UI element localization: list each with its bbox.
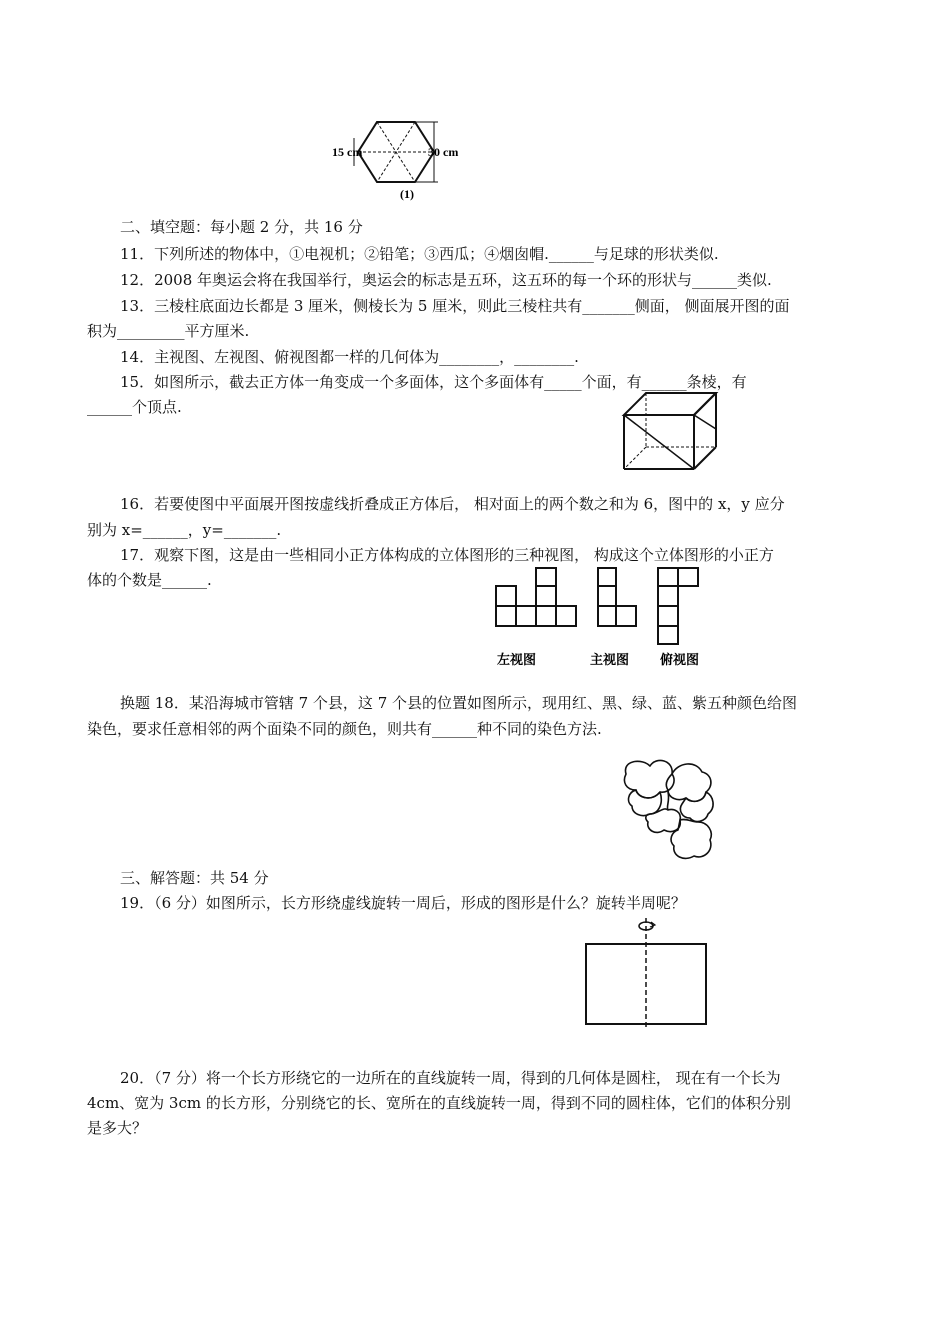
question-19: 19．（6 分）如图所示，长方形绕虚线旋转一周后，形成的图形是什么？旋转半周呢？ [120, 894, 686, 912]
question-20-line-2: 4cm、宽为 3cm 的长方形，分别绕它的长、宽所在的直线旋转一周，得到不同的圆柱体，它们的体积分别 [87, 1094, 791, 1112]
fig1-label-right: 30 cm [428, 145, 459, 159]
question-16-line-2: 别为 x=______，y=_______. [87, 521, 282, 539]
section-3-heading: 三、解答题：共 54 分 [120, 869, 269, 887]
question-12: 12．2008 年奥运会将在我国举行，奥运会的标志是五环，这五环的每一个环的形状与______类似. [120, 271, 772, 289]
question-20-line-1: 20．（7 分）将一个长方形绕它的一边所在的直线旋转一周，得到的几何体是圆柱， 现在有一个长为 [120, 1069, 781, 1087]
three-views-figure [492, 564, 722, 672]
fig1-label-left: 15 cm [332, 145, 363, 159]
question-13-line-1: 13．三棱柱底面边长都是 3 厘米，侧棱长为 5 厘米，则此三棱柱共有_______侧面， 侧面展开图的面 [120, 297, 790, 315]
question-18-line-2: 染色，要求任意相邻的两个面染不同的颜色，则共有______种不同的染色方法. [87, 720, 602, 738]
section-2-heading: 二、填空题：每小题 2 分，共 16 分 [120, 218, 363, 236]
question-16-line-1: 16．若要使图中平面展开图按虚线折叠成正方体后， 相对面上的两个数之和为 6，图中的 x，y 应分 [120, 495, 785, 513]
top-view-label: 俯视图 [660, 653, 700, 668]
question-20-line-3: 是多大？ [87, 1119, 148, 1137]
county-map-figure [612, 752, 722, 866]
question-13-line-2: 积为_________平方厘米. [87, 322, 250, 340]
question-18-line-1: 换题 18．某沿海城市管辖 7 个县，这 7 个县的位置如图所示，现用红、黑、绿、蓝、紫五种颜色给图 [120, 694, 798, 712]
question-11: 11．下列所述的物体中，①电视机；②铅笔；③西瓜；④烟囱帽.______与足球的形状类似. [120, 245, 719, 263]
hexagon-figure [330, 112, 480, 204]
question-15-line-1: 15．如图所示，截去正方体一角变成一个多面体，这个多面体有_____个面，有______条棱，有 [120, 373, 747, 391]
truncated-cube-figure [620, 389, 720, 473]
question-17-line-2: 体的个数是______. [87, 571, 212, 589]
question-14: 14．主视图、左视图、俯视图都一样的几何体为________，________. [120, 348, 579, 366]
rectangle-rotation-figure [580, 914, 712, 1032]
fig1-caption: (1) [400, 187, 414, 201]
left-view-label: 左视图 [497, 653, 537, 668]
question-15-line-2: ______个顶点. [87, 398, 182, 416]
front-view-label: 主视图 [590, 653, 630, 668]
question-17-line-1: 17．观察下图，这是由一些相同小正方体构成的立体图形的三种视图， 构成这个立体图形的小正方 [120, 546, 774, 564]
